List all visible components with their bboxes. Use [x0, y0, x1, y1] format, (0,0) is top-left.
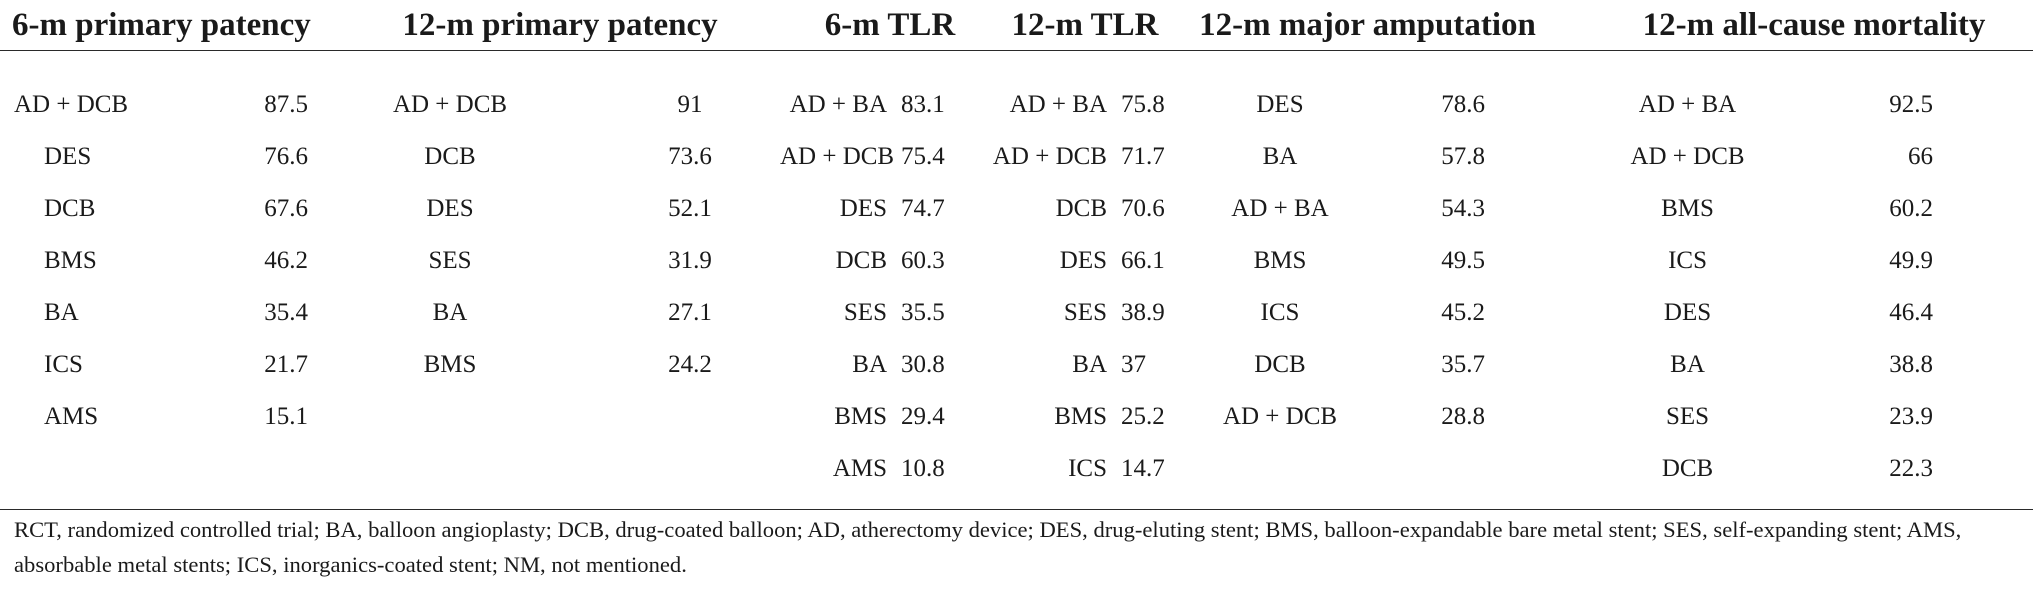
treatment-label: AMS — [44, 403, 99, 430]
treatment-label: BA — [432, 299, 468, 326]
treatment-label: AD + BA — [789, 91, 887, 118]
sucra-value: 45.2 — [1441, 299, 1486, 326]
header-12m-tlr: 12-m TLR — [980, 0, 1190, 51]
treatment-label: BMS — [423, 351, 477, 378]
treatment-label: DES — [1059, 247, 1107, 274]
sucra-value: 76.6 — [264, 143, 308, 170]
sucra-value: 71.7 — [1121, 143, 1165, 170]
sucra-value: 83.1 — [901, 91, 945, 118]
treatment-label: BMS — [1253, 247, 1307, 274]
treatment-label: DES — [426, 195, 474, 222]
sucra-value — [580, 391, 780, 443]
sucra-value: 21.7 — [264, 351, 308, 378]
treatment-label — [340, 391, 580, 443]
sucra-value: 27.1 — [668, 299, 712, 326]
sucra-value: 30.8 — [901, 351, 945, 378]
sucra-value: 38.9 — [1121, 299, 1165, 326]
treatment-label: SES — [843, 299, 887, 326]
treatment-label: ICS — [1668, 247, 1707, 274]
sucra-value: 57.8 — [1441, 143, 1486, 170]
header-12m-all-cause-mortality: 12-m all-cause mortality — [1565, 0, 2033, 51]
treatment-label: ICS — [980, 443, 1115, 510]
table-row — [0, 287, 2033, 339]
table-row — [0, 131, 2033, 183]
treatment-label: SES — [428, 247, 472, 274]
sucra-value: 46.4 — [1889, 299, 1934, 326]
treatment-label: DES — [1663, 299, 1712, 326]
sucra-value: 54.3 — [1441, 195, 1486, 222]
treatment-label: AD + BA — [1009, 91, 1107, 118]
sucra-value: 49.5 — [1441, 247, 1486, 274]
treatment-label: DCB — [424, 143, 476, 170]
header-6m-tlr: 6-m TLR — [780, 0, 980, 51]
table-row — [0, 183, 2033, 235]
sucra-value: 46.2 — [264, 247, 308, 274]
sucra-value: 24.2 — [668, 351, 712, 378]
treatment-label: ICS — [1260, 299, 1300, 326]
sucra-value: 92.5 — [1889, 91, 1934, 118]
treatment-label: BA — [1262, 143, 1298, 170]
sucra-value: 78.6 — [1441, 91, 1486, 118]
treatment-label: AD + DCB — [780, 143, 895, 170]
sucra-value: 23.9 — [1889, 403, 1934, 430]
treatment-label: AD + DCB — [1222, 403, 1338, 430]
treatment-label: AD + DCB — [1630, 143, 1745, 170]
treatment-label: BMS — [44, 247, 97, 274]
sucra-value: 70.6 — [1121, 195, 1165, 222]
sucra-value: 66 — [1908, 143, 1934, 170]
sucra-value: 91 — [677, 91, 703, 118]
sucra-value: 87.5 — [264, 91, 308, 118]
sucra-value: 10.8 — [895, 443, 980, 510]
treatment-label: AD + DCB — [392, 91, 508, 118]
treatment-label — [0, 443, 200, 510]
treatment-label: BMS — [834, 403, 887, 430]
table-row — [0, 51, 2033, 132]
sucra-value: 25.2 — [1121, 403, 1165, 430]
sucra-value: 52.1 — [668, 195, 712, 222]
treatment-label — [1190, 443, 1340, 510]
treatment-label: DES — [44, 143, 92, 170]
table-row — [0, 391, 2033, 443]
treatment-label: DES — [1256, 91, 1304, 118]
sucra-value: 22.3 — [1790, 443, 2033, 510]
sucra-value — [1340, 443, 1565, 510]
sucra-value: 35.4 — [264, 299, 308, 326]
table-row — [0, 443, 2033, 510]
treatment-label: AD + BA — [1638, 91, 1737, 118]
treatment-label: SES — [1665, 403, 1710, 430]
sucra-value: 37 — [1121, 351, 1146, 378]
header-6m-primary-patency: 6-m primary patency — [0, 0, 340, 51]
sucra-value: 60.2 — [1889, 195, 1934, 222]
treatment-label: DES — [839, 195, 887, 222]
treatment-label: DCB — [835, 247, 887, 274]
header-12m-primary-patency: 12-m primary patency — [340, 0, 780, 51]
treatment-label: AD + BA — [1231, 195, 1329, 222]
treatment-label: BMS — [1661, 195, 1714, 222]
sucra-value: 49.9 — [1889, 247, 1934, 274]
sucra-value: 15.1 — [264, 403, 308, 430]
sucra-value — [580, 443, 780, 510]
sucra-value — [200, 443, 340, 510]
treatment-label — [340, 443, 580, 510]
treatment-label: SES — [1063, 299, 1107, 326]
sucra-value: 75.8 — [1121, 91, 1165, 118]
treatment-label: BA — [1072, 351, 1107, 378]
treatment-label: AD + DCB — [992, 143, 1107, 170]
treatment-label: DCB — [44, 195, 96, 222]
header-12m-major-amputation: 12-m major amputation — [1190, 0, 1565, 51]
treatment-label: BA — [44, 299, 79, 326]
sucra-value: 35.5 — [901, 299, 945, 326]
treatment-label: AMS — [780, 443, 895, 510]
sucra-value: 28.8 — [1441, 403, 1486, 430]
table-body — [0, 51, 2033, 510]
table-footnote: RCT, randomized controlled trial; BA, balloon angioplasty; DCB, drug-coated balloon; AD, atherectomy device; DES, drug-eluting stent; BMS, balloon-expandable bare metal stent; SES, self-expanding stent; AMS, absorbable metal stents; ICS, inorganics-coated stent; NM, not mentioned. — [14, 517, 1962, 577]
treatment-label: DCB — [1565, 443, 1790, 510]
sucra-value: 73.6 — [668, 143, 712, 170]
treatment-label: DCB — [1254, 351, 1306, 378]
sucra-value: 75.4 — [901, 143, 945, 170]
table-row — [0, 339, 2033, 391]
sucra-value: 67.6 — [264, 195, 308, 222]
table-row — [0, 235, 2033, 287]
treatment-label: BA — [1670, 351, 1705, 378]
sucra-value: 38.8 — [1889, 351, 1934, 378]
sucra-value: 14.7 — [1115, 443, 1190, 510]
treatment-label: DCB — [1055, 195, 1107, 222]
treatment-label: BA — [852, 351, 887, 378]
treatment-label: ICS — [44, 351, 83, 378]
sucra-value: 29.4 — [901, 403, 945, 430]
sucra-value: 31.9 — [668, 247, 712, 274]
treatment-label: AD + DCB — [14, 91, 129, 118]
treatment-label: BMS — [1054, 403, 1107, 430]
sucra-value: 35.7 — [1441, 351, 1486, 378]
sucra-value: 60.3 — [901, 247, 945, 274]
sucra-value: 66.1 — [1121, 247, 1165, 274]
sucra-value: 74.7 — [901, 195, 945, 222]
header-row — [0, 0, 2033, 51]
